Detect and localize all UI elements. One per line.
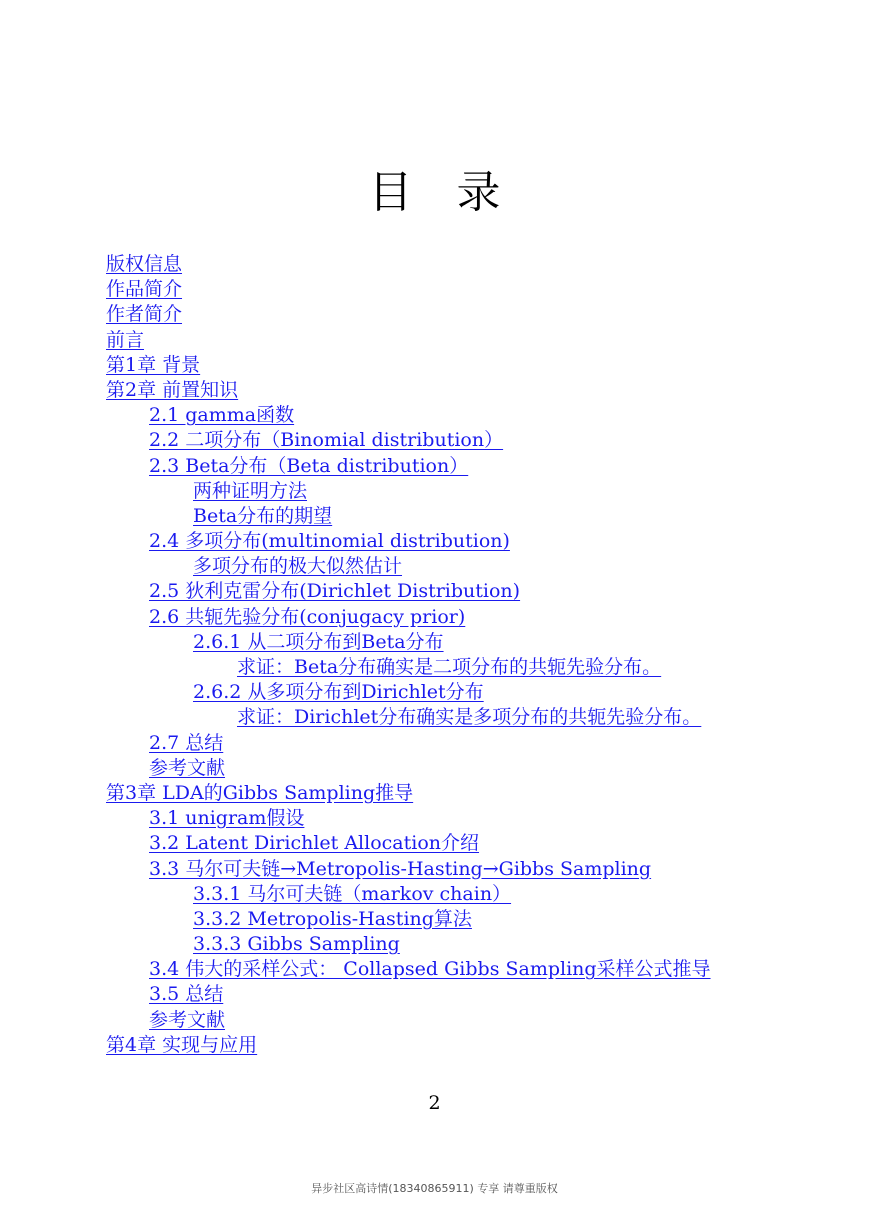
toc-item <box>0 302 869 327</box>
toc-item <box>0 529 869 554</box>
toc-item <box>0 932 869 957</box>
toc-link[interactable]: 求证：Beta分布确实是二项分布的共轭先验分布。 <box>237 656 662 678</box>
toc-item <box>0 353 869 378</box>
toc-link[interactable]: 作品简介 <box>106 278 183 301</box>
page-title-char-2: 录 <box>456 167 501 218</box>
toc-item <box>0 831 869 856</box>
watermark: 异步社区高诗情(18340865911) 专享 请尊重版权 <box>311 1182 558 1195</box>
toc-item <box>0 605 869 630</box>
toc-item <box>0 1033 869 1058</box>
toc-item <box>0 756 869 781</box>
toc-link[interactable]: 参考文献 <box>149 756 226 779</box>
toc-item <box>0 857 869 882</box>
toc-link[interactable]: 第1章 背景 <box>106 353 201 376</box>
toc-link[interactable]: 两种证明方法 <box>193 479 308 502</box>
toc-link[interactable]: 3.2 Latent Dirichlet Allocation介绍 <box>149 832 480 855</box>
page-title-char-1: 目 <box>368 167 413 218</box>
toc-link[interactable]: 2.3 Beta分布（Beta distribution） <box>149 454 469 477</box>
toc-link[interactable]: 2.2 二项分布（Binomial distribution） <box>149 429 504 452</box>
toc-item <box>0 781 869 806</box>
table-of-contents <box>0 252 869 1058</box>
toc-item <box>0 252 869 277</box>
toc-item <box>0 554 869 579</box>
toc-item <box>0 479 869 504</box>
toc-link[interactable]: 版权信息 <box>106 253 183 275</box>
toc-link[interactable]: 2.7 总结 <box>149 731 224 754</box>
toc-item <box>0 403 869 428</box>
page-number: 2 <box>428 1092 441 1114</box>
toc-item <box>0 328 869 353</box>
toc-link[interactable]: 2.1 gamma函数 <box>149 404 295 427</box>
toc-link[interactable]: Beta分布的期望 <box>193 504 333 527</box>
toc-link[interactable]: 3.4 伟大的采样公式： Collapsed Gibbs Sampling采样公式推导 <box>149 958 711 981</box>
toc-link[interactable]: 2.4 多项分布(multinomial distribution) <box>149 530 510 553</box>
toc-item <box>0 705 869 730</box>
toc-link[interactable]: 3.1 unigram假设 <box>149 807 305 830</box>
toc-link[interactable]: 第3章 LDA的Gibbs Sampling推导 <box>106 781 414 804</box>
toc-item <box>0 630 869 655</box>
toc-link[interactable]: 第4章 实现与应用 <box>106 1033 258 1056</box>
toc-link[interactable]: 3.3.2 Metropolis-Hasting算法 <box>193 907 472 930</box>
toc-item <box>0 428 869 453</box>
toc-link[interactable]: 2.5 狄利克雷分布(Dirichlet Distribution) <box>149 580 521 603</box>
toc-item <box>0 579 869 604</box>
toc-link[interactable]: 参考文献 <box>149 1008 226 1031</box>
toc-item <box>0 277 869 302</box>
toc-item <box>0 982 869 1007</box>
toc-item <box>0 957 869 982</box>
toc-item <box>0 806 869 831</box>
toc-item <box>0 454 869 479</box>
toc-link[interactable]: 作者简介 <box>106 303 183 326</box>
toc-link[interactable]: 2.6.2 从多项分布到Dirichlet分布 <box>193 681 484 704</box>
toc-item <box>0 504 869 529</box>
toc-link[interactable]: 2.6.1 从二项分布到Beta分布 <box>193 630 444 653</box>
page-title <box>0 156 869 220</box>
toc-link[interactable]: 3.5 总结 <box>149 983 224 1006</box>
toc-item <box>0 731 869 756</box>
toc-link[interactable]: 多项分布的极大似然估计 <box>193 555 403 578</box>
toc-item <box>0 655 869 680</box>
toc-item <box>0 1008 869 1033</box>
toc-link[interactable]: 2.6 共轭先验分布(conjugacy prior) <box>149 605 466 628</box>
toc-link[interactable]: 求证：Dirichlet分布确实是多项分布的共轭先验分布。 <box>237 706 702 729</box>
toc-item <box>0 882 869 907</box>
toc-link[interactable]: 3.3.3 Gibbs Sampling <box>193 933 400 956</box>
toc-link[interactable]: 第2章 前置知识 <box>106 378 239 401</box>
toc-link[interactable]: 3.3 马尔可夫链→Metropolis-Hasting→Gibbs Sampling <box>149 857 652 880</box>
toc-item <box>0 907 869 932</box>
toc-item <box>0 378 869 403</box>
toc-item <box>0 680 869 705</box>
toc-link[interactable]: 3.3.1 马尔可夫链（markov chain） <box>193 882 512 905</box>
toc-link[interactable]: 前言 <box>106 328 145 351</box>
